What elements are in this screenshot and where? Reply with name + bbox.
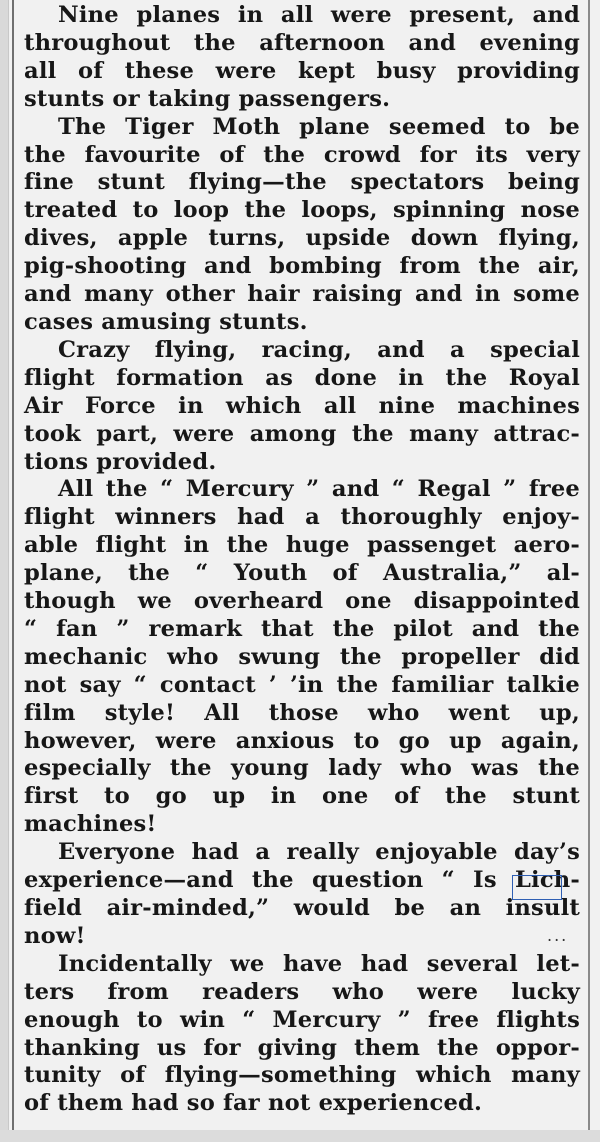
text-line: now!	[24, 922, 86, 949]
text-line: plane, the “ Youth of Australia,” al-	[24, 560, 580, 587]
text-line: able flight in the huge passenget aero-	[24, 532, 580, 559]
text-line: dives, apple turns, upside down flying,	[24, 225, 580, 252]
text-line: not say “ contact ’ ’in the familiar talkie	[24, 671, 580, 698]
text-line: machines!	[24, 811, 157, 838]
text-line: thanking us for giving them the oppor-	[24, 1034, 580, 1061]
text-line: cases amusing stunts.	[24, 308, 308, 335]
text-line: first to go up in one of the stunt	[24, 783, 580, 810]
ellipsis-mark: ...	[547, 926, 569, 945]
article-column	[24, 2, 580, 1118]
text-line: “ fan ” remark that the pilot and the	[24, 615, 580, 642]
page-bottom-edge	[0, 1130, 600, 1142]
text-line: All the “ Mercury ” and “ Regal ” free	[58, 476, 580, 503]
text-line: Air Force in which all nine machines	[24, 392, 580, 419]
text-line: flight winners had a thoroughly enjoy-	[24, 504, 580, 531]
text-line: fine stunt flying—the spectators being	[24, 169, 580, 196]
text-line: enough to win “ Mercury ” free flights	[24, 1006, 580, 1033]
paragraph	[24, 337, 580, 477]
page-edge	[0, 0, 9, 1142]
text-line: flight formation as done in the Royal	[24, 364, 580, 391]
text-line: especially the young lady who was the	[24, 755, 580, 782]
column-rule-right	[588, 0, 590, 1142]
text-line: Everyone had a really enjoyable day’s	[58, 839, 580, 866]
text-line: field air-minded,” would be an insult	[24, 895, 580, 921]
text-line: Incidentally we have had several let-	[58, 950, 580, 977]
text-line: tunity of flying—something which many	[24, 1062, 580, 1089]
text-line: and many other hair raising and in some	[24, 281, 580, 308]
text-line: though we overheard one disappointed	[24, 588, 580, 615]
text-line: ters from readers who were lucky	[24, 978, 580, 1005]
text-line: Nine planes in all were present, and	[58, 2, 580, 28]
paragraph	[24, 114, 580, 337]
text-line: however, were anxious to go up again,	[24, 727, 580, 754]
text-line: pig-shooting and bombing from the air,	[24, 253, 580, 280]
text-line: mechanic who swung the propeller did	[24, 643, 580, 670]
paragraph	[24, 839, 580, 951]
text-line: took part, were among the many attrac-	[24, 420, 580, 447]
text-line: the favourite of the crowd for its very	[24, 141, 580, 168]
paragraph	[24, 2, 580, 114]
column-rule-left	[12, 0, 14, 1142]
text-line: The Tiger Moth plane seemed to be	[58, 113, 580, 140]
text-line: of them had so far not experienced.	[24, 1090, 483, 1117]
text-line: tions provided.	[24, 448, 217, 475]
text-line: Crazy flying, racing, and a special	[58, 336, 580, 363]
text-line: experience—and the question “ Is Lich-	[24, 867, 580, 894]
text-line: treated to loop the loops, spinning nose	[24, 197, 580, 224]
paragraph	[24, 476, 580, 839]
text-line: stunts or taking passengers.	[24, 85, 391, 112]
text-line: throughout the afternoon and evening	[24, 29, 580, 56]
text-line: film style! All those who went up,	[24, 699, 580, 726]
text-line: all of these were kept busy providing	[24, 57, 580, 84]
paragraph	[24, 951, 580, 1118]
